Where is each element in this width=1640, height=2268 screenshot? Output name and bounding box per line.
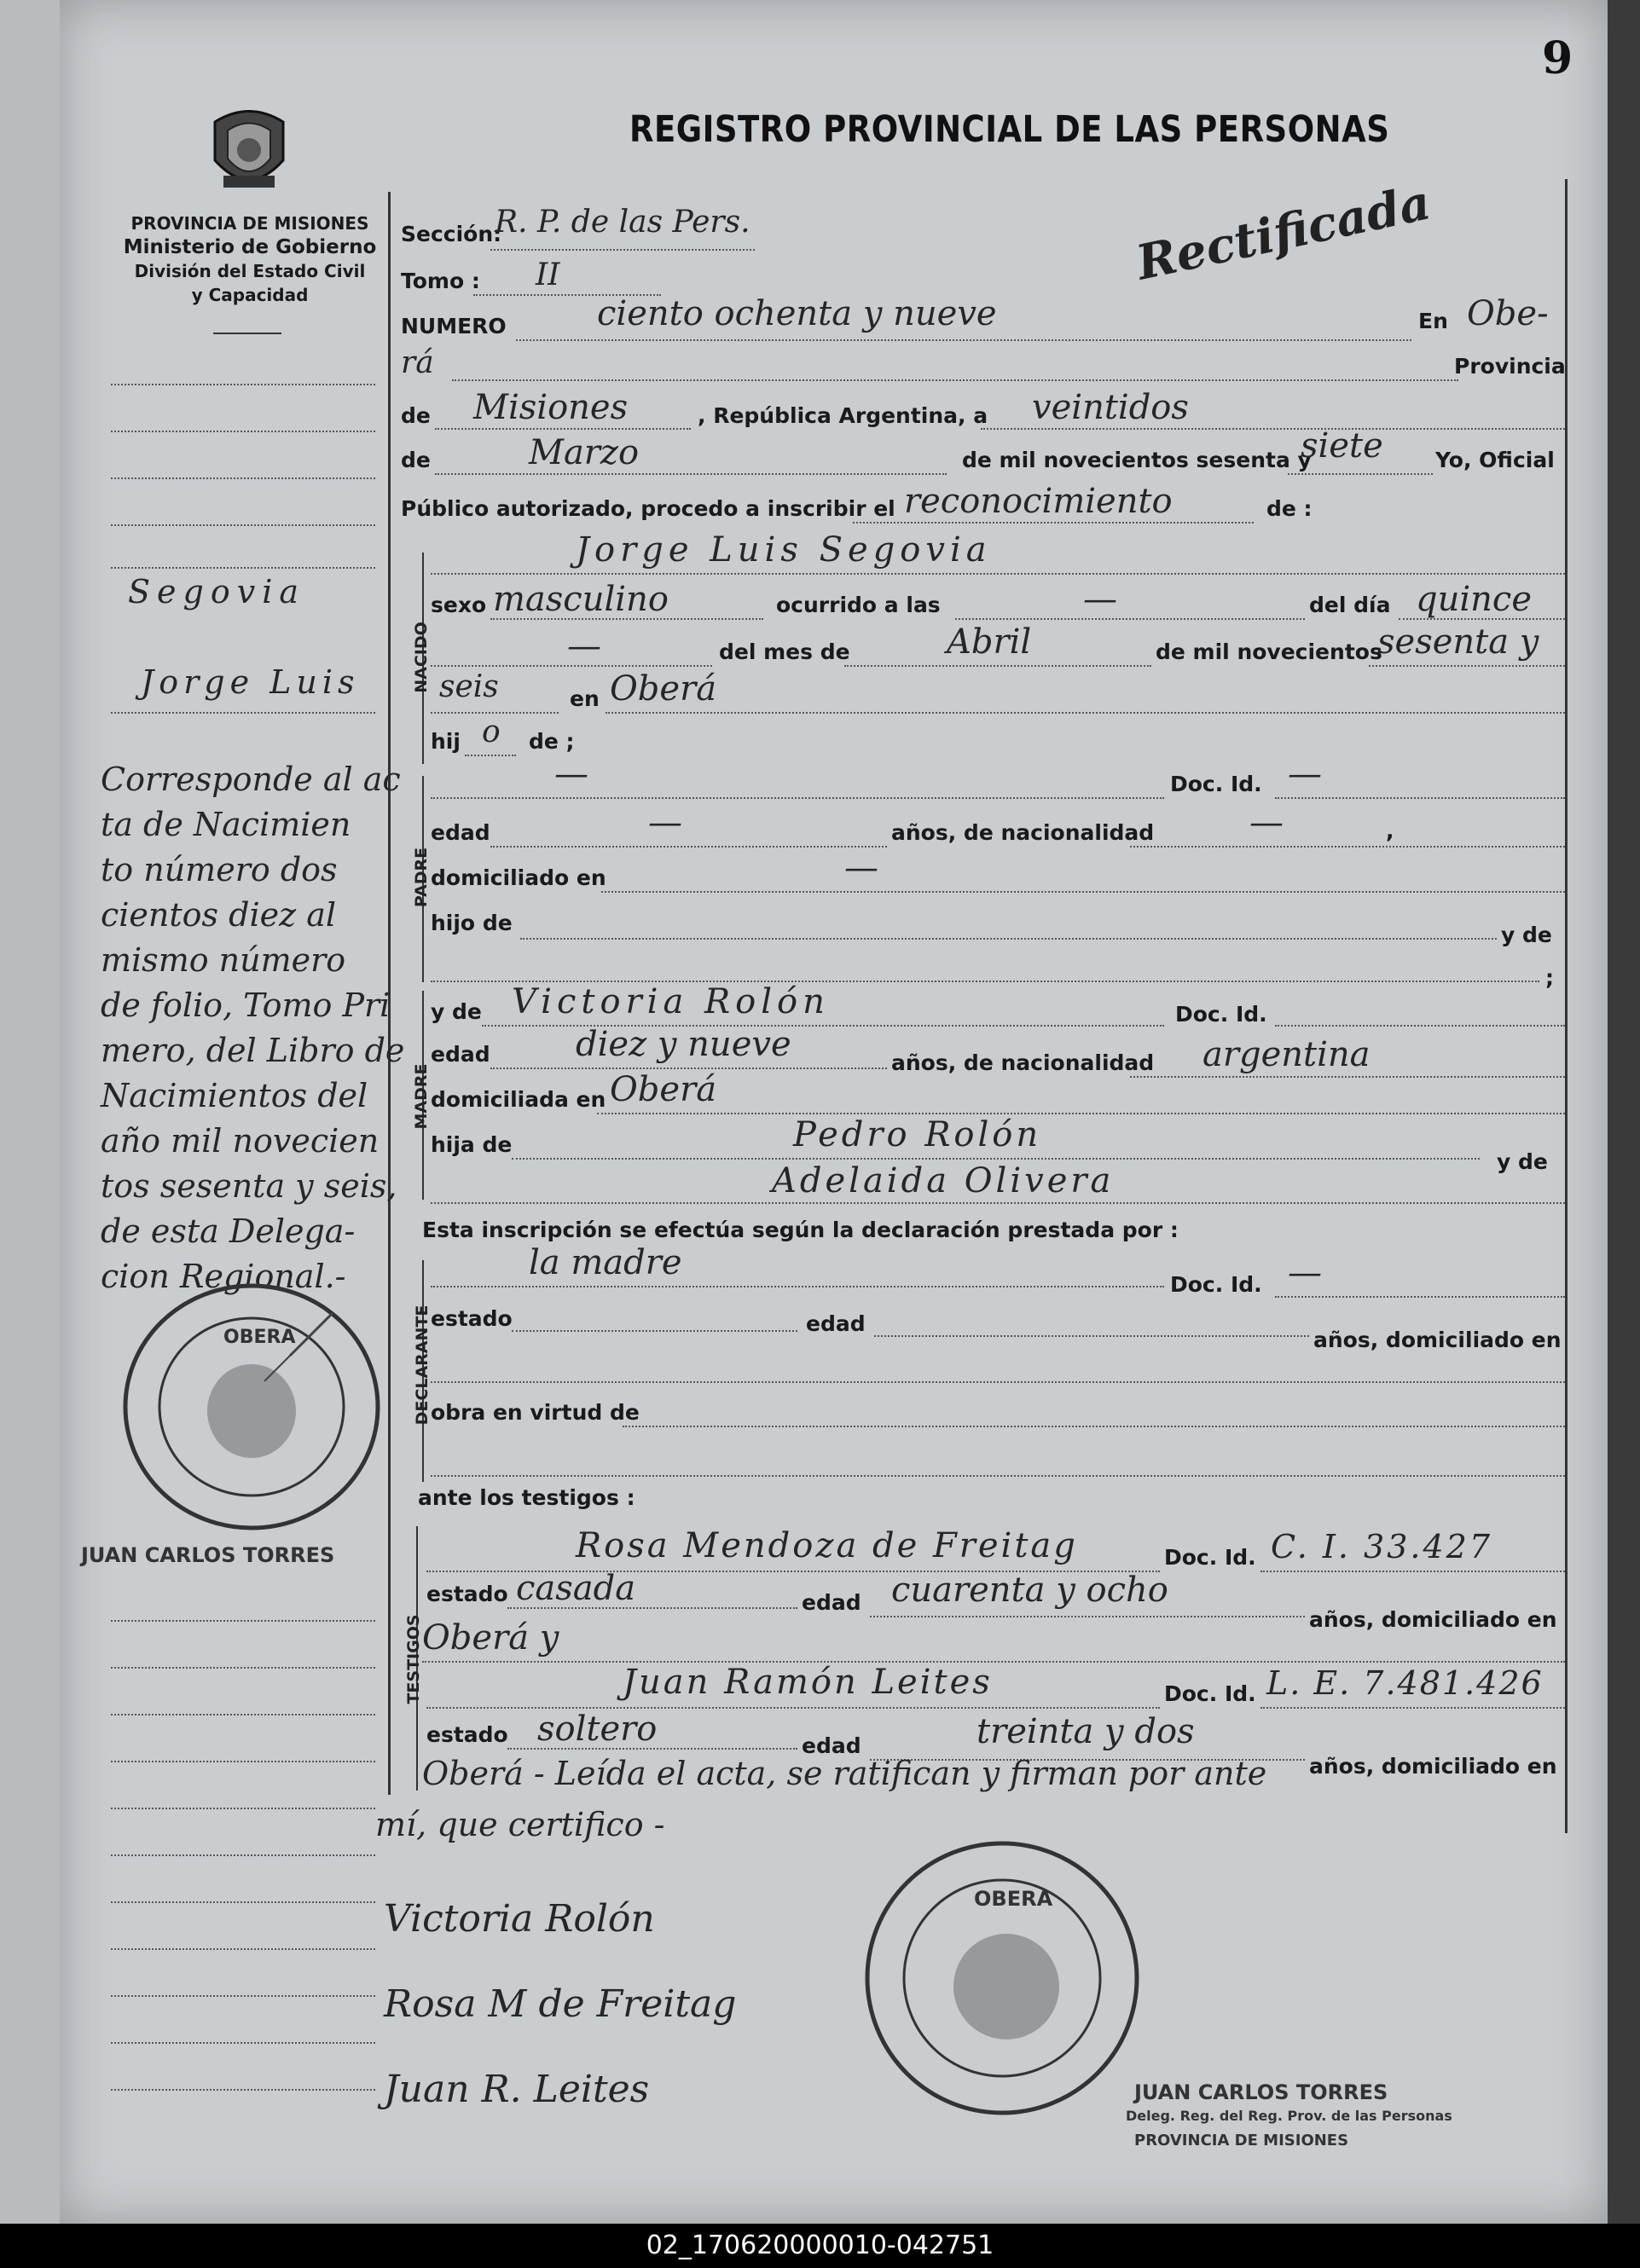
madre-nacionalidad: argentina <box>1202 1035 1371 1074</box>
declarante-edad-label: edad <box>806 1311 866 1336</box>
nacido-lugar: Oberá <box>610 669 717 709</box>
margin-line <box>111 524 375 526</box>
declarante-anos-label: años, domiciliado en <box>1313 1328 1562 1352</box>
sexo-value: masculino <box>493 580 669 619</box>
declarante-nombre: la madre <box>529 1243 682 1282</box>
provincia-value: Misiones <box>473 388 629 427</box>
anio-line <box>1288 473 1433 475</box>
publico-label: Público autorizado, procedo a inscribir el <box>401 496 895 521</box>
official-title: Deleg. Reg. del Reg. Prov. de las Personas <box>1126 2108 1452 2124</box>
madre-doc-line <box>1275 1025 1565 1027</box>
padre-edad-label: edad <box>431 820 490 845</box>
en-label: en <box>570 686 600 711</box>
previous-page-edge <box>0 0 60 2224</box>
dia-cont-dash: — <box>567 627 601 666</box>
en-value-continued: rá <box>401 345 434 380</box>
numero-line <box>516 339 1411 341</box>
margin-note-line: mero, del Libro de <box>101 1032 405 1069</box>
anio-nacido-line <box>1369 665 1565 667</box>
margin-note-line: ta de Nacimien <box>101 806 351 843</box>
madre-section-label: MADRE <box>412 1063 431 1130</box>
margin-line <box>111 477 375 479</box>
margin-line <box>111 1620 375 1622</box>
madre-padre: Pedro Rolón <box>793 1115 1042 1154</box>
padre-doc-label: Doc. Id. <box>1170 772 1262 796</box>
tomo-value: II <box>536 257 560 292</box>
acto-line <box>853 522 1254 524</box>
dia-value: veintidos <box>1032 388 1189 427</box>
binding-edge <box>1608 0 1640 2224</box>
padre-y-de-label: y de <box>1501 923 1552 947</box>
padre-nac-line <box>1130 846 1565 848</box>
sexo-label: sexo <box>431 593 487 617</box>
margin-note-line: cion Regional.- <box>101 1258 346 1295</box>
header-division: División del Estado Civil <box>134 261 366 281</box>
numero-value: ciento ochenta y nueve <box>597 294 997 333</box>
margin-line <box>111 567 375 569</box>
padre-hijo-de-label: hijo de <box>431 911 513 935</box>
hijo-label: hij <box>431 729 461 754</box>
nacido-anio-cont: seis <box>439 669 499 704</box>
margin-line <box>111 431 375 432</box>
t2-anos-label: años, domiciliado en <box>1309 1754 1557 1779</box>
page-number: 9 <box>1542 32 1573 84</box>
margin-line <box>111 1995 375 1997</box>
padre-nombre-line <box>431 797 1164 799</box>
seccion-value: R. P. de las Pers. <box>495 205 750 240</box>
oficial-label: Yo, Oficial <box>1435 448 1555 472</box>
margin-note-line: to número dos <box>101 851 338 888</box>
en-value: Obe- <box>1467 294 1549 333</box>
declarante-obra-line <box>623 1426 1565 1427</box>
margin-line <box>111 1948 375 1950</box>
t2-edad: treinta y dos <box>976 1712 1195 1751</box>
margin-note-line: mismo número <box>101 941 346 979</box>
issuing-authority <box>101 211 399 307</box>
margin-line <box>111 1761 375 1762</box>
padre-semicolon: ; <box>1545 965 1554 990</box>
t2-edad-label: edad <box>802 1733 861 1758</box>
mes-value: Marzo <box>529 433 640 472</box>
madre-nombre: Victoria Rolón <box>512 982 830 1021</box>
t2-doc-label: Doc. Id. <box>1164 1681 1256 1706</box>
declarante-section-label: DECLARANTE <box>413 1305 432 1426</box>
t1-edad-label: edad <box>802 1590 861 1615</box>
madre-anos-label: años, de nacionalidad <box>891 1050 1155 1075</box>
padre-nac-comma: , <box>1386 819 1394 843</box>
header-ministry: Ministerio de Gobierno <box>123 236 377 258</box>
margin-line <box>111 2042 375 2044</box>
madre-padre-line <box>512 1158 1480 1160</box>
right-seal-top-text: OBERA <box>974 1887 1053 1911</box>
hijo-line <box>465 755 516 756</box>
coat-of-arms-icon <box>198 101 300 203</box>
t2-doc: L. E. 7.481.426 <box>1266 1664 1544 1702</box>
del-dia-label: del día <box>1309 593 1391 617</box>
margin-note-line: cientos diez al <box>101 896 337 934</box>
dia-line <box>981 428 1565 430</box>
del-mes-label: del mes de <box>719 639 850 664</box>
madre-nac-line <box>1130 1076 1565 1078</box>
testigos-section-label: TESTIGOS <box>404 1614 423 1704</box>
lugar-line <box>452 379 1458 381</box>
padre-domicilio-line <box>601 891 1565 893</box>
lugar-nacido-line <box>606 712 1565 714</box>
padre-nombre-dash: — <box>554 755 588 794</box>
declaracion-label: Esta inscripción se efectúa según la declaración prestada por : <box>422 1218 1179 1242</box>
en-label: En <box>1418 309 1448 333</box>
padre-edad-dash: — <box>648 803 682 842</box>
de-colon-label: de : <box>1266 496 1313 521</box>
seccion-label: Sección: <box>401 222 502 246</box>
t2-estado: soltero <box>537 1710 658 1749</box>
margin-note-line: Nacimientos del <box>101 1077 368 1114</box>
margin-note-line: de esta Delega- <box>101 1212 356 1250</box>
t1-edad: cuarenta y ocho <box>891 1571 1168 1610</box>
official-province: PROVINCIA DE MISIONES <box>1134 2132 1349 2149</box>
declarante-obra-line2 <box>431 1475 1565 1477</box>
margin-line <box>111 1808 375 1809</box>
padre-padres-line <box>520 938 1497 940</box>
rectificada-annotation: Rectificada <box>1131 174 1435 292</box>
declarante-doc-line <box>1275 1296 1565 1298</box>
margin-note-line: de folio, Tomo Pri <box>101 986 391 1024</box>
t1-nombre: Rosa Mendoza de Freitag <box>576 1526 1078 1565</box>
nacido-anio: sesenta y <box>1377 622 1539 662</box>
padre-section-label: PADRE <box>412 847 431 908</box>
official-name: JUAN CARLOS TORRES <box>1134 2080 1388 2104</box>
t1-doc-label: Doc. Id. <box>1164 1545 1256 1570</box>
numero-label: NUMERO <box>401 314 507 338</box>
provincia-label: Provincia <box>1454 354 1566 379</box>
padre-edad-line <box>490 846 887 848</box>
de-mil-label: de mil novecientos <box>1156 639 1382 664</box>
hora-dash: — <box>1083 580 1117 619</box>
madre-doc-label: Doc. Id. <box>1175 1002 1267 1027</box>
left-official-name: JUAN CARLOS TORRES <box>81 1543 335 1567</box>
declarante-estado-line <box>512 1330 797 1332</box>
de-label: de <box>401 403 431 428</box>
page-title: REGISTRO PROVINCIAL DE LAS PERSONAS <box>629 107 1390 151</box>
declarante-edad-line <box>874 1335 1309 1337</box>
padre-doc-line <box>1275 797 1565 799</box>
de-label: de <box>401 448 431 472</box>
margin-line <box>111 1667 375 1669</box>
declarante-obra-label: obra en virtud de <box>431 1400 640 1425</box>
t2-domicilio-line-text: Oberá - Leída el acta, se ratifican y firman por ante <box>422 1755 1267 1792</box>
declarante-domicilio-line <box>431 1381 1565 1383</box>
margin-line <box>111 384 375 385</box>
hijo-value: o <box>482 715 501 749</box>
t2-nombre-line <box>426 1707 1160 1709</box>
madre-y-de-label: y de <box>431 999 482 1024</box>
margin-note-line: tos sesenta y seis, <box>101 1167 397 1205</box>
t1-estado: casada <box>516 1569 636 1608</box>
header-province: PROVINCIA DE MISIONES <box>130 213 369 234</box>
margin-surname: Segovia <box>128 573 305 610</box>
margin-line <box>111 1714 375 1715</box>
header-underline <box>213 333 281 334</box>
signature-rosa: Rosa M de Freitag <box>384 1982 737 2026</box>
margin-line <box>111 712 375 714</box>
margin-note <box>101 757 405 1299</box>
ocurrido-label: ocurrido a las <box>776 593 941 617</box>
signature-victoria: Victoria Rolón <box>384 1897 655 1941</box>
header-capacity: y Capacidad <box>191 285 309 305</box>
testigos-ante-label: ante los testigos : <box>418 1485 635 1510</box>
margin-given-name: Jorge Luis <box>141 663 360 701</box>
left-official-seal <box>119 1279 384 1535</box>
padre-doc-dash: — <box>1288 755 1322 794</box>
nacido-nombre: Jorge Luis Segovia <box>576 530 992 570</box>
padre-domicilio-dash: — <box>844 848 878 888</box>
madre-edad-label: edad <box>431 1042 490 1067</box>
t1-estado-label: estado <box>426 1582 508 1606</box>
margin-line <box>111 1854 375 1856</box>
mil-label: de mil novecientos sesenta y <box>962 448 1312 472</box>
hijo-suffix: de ; <box>529 729 575 754</box>
nacido-dia: quince <box>1416 580 1532 619</box>
t1-doc-line <box>1260 1571 1565 1572</box>
t1-anos-label: años, domiciliado en <box>1309 1607 1557 1632</box>
madre-domicilio: Oberá <box>610 1070 717 1109</box>
margin-line <box>111 2089 375 2091</box>
provincia-line <box>435 428 691 430</box>
hora-line <box>955 618 1305 620</box>
signature-juan: Juan R. Leites <box>384 2068 650 2111</box>
declarante-estado-label: estado <box>431 1306 513 1331</box>
t1-edad-line <box>870 1616 1305 1617</box>
left-seal-top-text: OBERA <box>223 1327 296 1348</box>
t2-estado-label: estado <box>426 1722 508 1747</box>
declarante-doc-label: Doc. Id. <box>1170 1272 1262 1297</box>
declarante-nombre-line <box>431 1286 1164 1287</box>
madre-edad: diez y nueve <box>576 1025 791 1064</box>
t1-domicilio: Oberá y <box>422 1618 559 1658</box>
madre-madre-line <box>431 1202 1565 1204</box>
mes-nacido-line <box>844 665 1151 667</box>
padre-anos-label: años, de nacionalidad <box>891 820 1155 845</box>
padre-nac-dash: — <box>1249 803 1284 842</box>
right-official-seal <box>861 1837 1143 2119</box>
t1-doc: C. I. 33.427 <box>1271 1528 1493 1565</box>
padre-domicilio-label: domiciliado en <box>431 865 606 890</box>
t1-domicilio-line <box>422 1661 1565 1663</box>
image-id-footer: 02_170620000010-042751 <box>0 2224 1640 2268</box>
t2-doc-line <box>1260 1707 1565 1709</box>
closing-text: mí, que certifico - <box>375 1806 665 1843</box>
nacido-section-label: NACIDO <box>412 622 431 693</box>
mes-line <box>435 473 947 475</box>
madre-domicilio-line <box>597 1113 1565 1114</box>
nacido-mes: Abril <box>947 622 1032 662</box>
republica-label: , República Argentina, a <box>698 403 988 428</box>
nombre-line <box>431 573 1565 575</box>
madre-y-de2-label: y de <box>1497 1149 1548 1174</box>
madre-hija-de-label: hija de <box>431 1132 513 1157</box>
margin-line <box>111 1901 375 1903</box>
margin-note-line: año mil novecien <box>101 1122 380 1160</box>
madre-edad-line <box>490 1067 887 1069</box>
t2-nombre: Juan Ramón Leites <box>623 1663 993 1702</box>
anio-value: siete <box>1301 426 1383 466</box>
anio-cont-line <box>431 712 559 714</box>
acto-value: reconocimiento <box>904 482 1173 521</box>
declarante-doc-dash: — <box>1288 1253 1322 1293</box>
madre-domicilio-label: domiciliada en <box>431 1087 606 1112</box>
margin-note-line: Corresponde al ac <box>101 761 401 798</box>
tomo-label: Tomo : <box>401 269 480 293</box>
seccion-line <box>490 249 755 251</box>
right-border <box>1565 179 1568 1833</box>
madre-madre: Adelaida Olivera <box>772 1161 1115 1201</box>
